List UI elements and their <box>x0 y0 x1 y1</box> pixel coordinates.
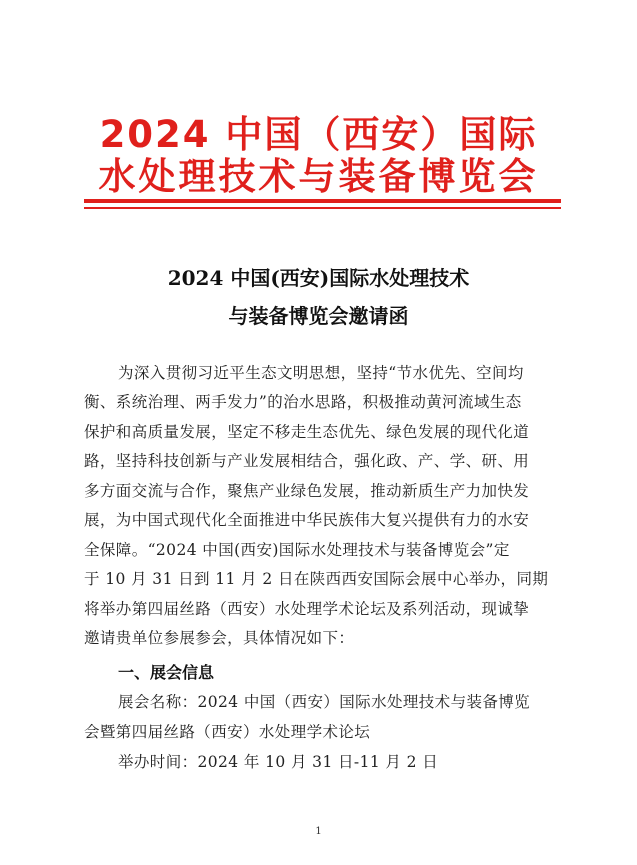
body-paragraph-line: 于 10 月 31 日到 11 月 2 日在陕西西安国际会展中心举办，同期 <box>84 570 549 588</box>
body-paragraph-line: 全保障。“2024 中国(西安)国际水处理技术与装备博览会”定 <box>84 541 510 559</box>
exhibition-name-line-2: 会暨第四届丝路（西安）水处理学术论坛 <box>84 723 371 741</box>
body-paragraph-line: 为深入贯彻习近平生态文明思想，坚持“节水优先、空间均 <box>118 364 524 382</box>
body-paragraph-line: 展，为中国式现代化全面推进中华民族伟大复兴提供有力的水安 <box>84 511 530 529</box>
body-paragraph-line: 邀请贵单位参展参会，具体情况如下： <box>84 629 355 647</box>
section-heading-exhibition-info: 一、展会信息 <box>118 663 215 682</box>
document-title-line-1: 2024 中国(西安)国际水处理技术 <box>167 266 470 290</box>
exhibition-time-line: 举办时间：2024 年 10 月 31 日-11 月 2 日 <box>118 753 439 771</box>
body-paragraph-line: 将举办第四届丝路（西安）水处理学术论坛及系列活动，现诚挚 <box>84 600 530 618</box>
body-paragraph-line: 衡、系统治理、两手发力”的治水思路，积极推动黄河流域生态 <box>84 393 522 411</box>
header-title-line-1: 2024 中国（西安）国际 <box>99 113 538 156</box>
body-paragraph-line: 保护和高质量发展，坚定不移走生态优先、绿色发展的现代化道 <box>84 423 530 441</box>
body-paragraph-line: 路，坚持科技创新与产业发展相结合，强化政、产、学、研、用 <box>84 452 530 470</box>
header-rule-thin <box>84 207 561 209</box>
header-rule-thick <box>84 199 561 203</box>
exhibition-name-line-1: 展会名称：2024 中国（西安）国际水处理技术与装备博览 <box>118 693 531 711</box>
header-title-line-2: 水处理技术与装备博览会 <box>98 155 539 198</box>
body-paragraph-line: 多方面交流与合作，聚焦产业绿色发展，推动新质生产力加快发 <box>84 482 530 500</box>
document-title-line-2: 与装备博览会邀请函 <box>228 304 409 328</box>
page-number: 1 <box>315 826 322 837</box>
